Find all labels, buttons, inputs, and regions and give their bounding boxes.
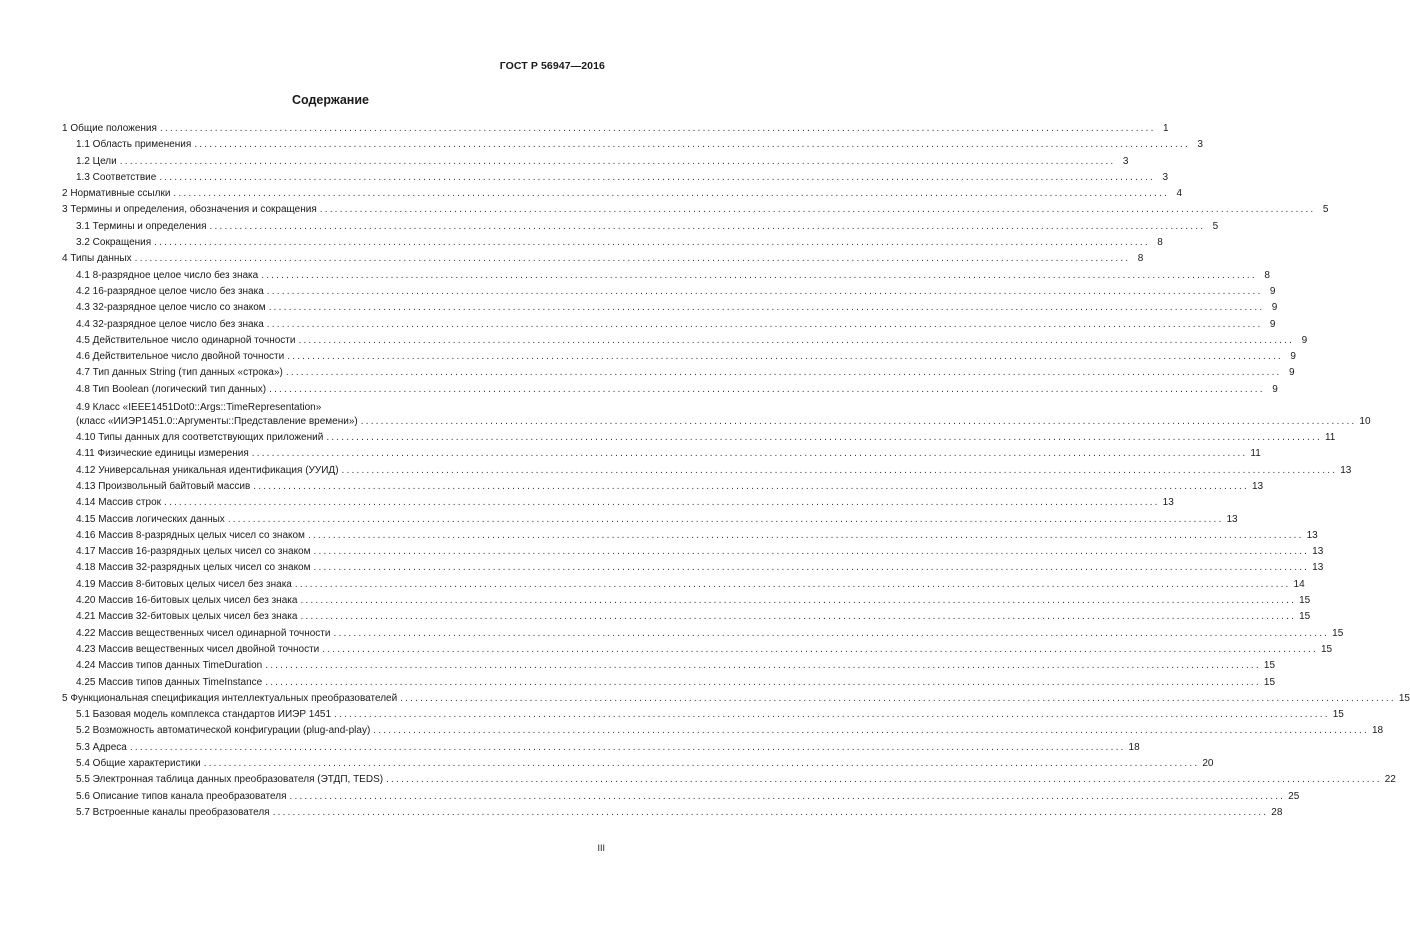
toc-entry[interactable] bbox=[62, 495, 1174, 511]
toc-entry[interactable] bbox=[62, 235, 1163, 251]
toc-entry-label: 1.2 Цели bbox=[76, 155, 117, 167]
toc-entry-label: 4.18 Массив 32-разрядных целых чисел со знаком bbox=[76, 562, 311, 574]
toc-leader-dots: ........................................................................................................................................................................................................ bbox=[129, 741, 1126, 753]
toc-entry-page: 8 bbox=[1157, 237, 1163, 249]
toc-entry-page: 15 bbox=[1263, 676, 1276, 688]
toc-entry[interactable] bbox=[62, 251, 1144, 267]
toc-entry[interactable] bbox=[62, 658, 1276, 674]
toc-entry[interactable] bbox=[62, 365, 1295, 381]
toc-entry[interactable] bbox=[62, 121, 1169, 137]
toc-leader-dots: ........................................................................................................................................................................................................ bbox=[300, 595, 1297, 607]
toc-entry[interactable] bbox=[62, 544, 1324, 560]
toc-leader-dots: ........................................................................................................................................................................................................ bbox=[289, 790, 1286, 802]
toc-entry[interactable] bbox=[62, 284, 1276, 300]
toc-entry-page: 13 bbox=[1312, 546, 1324, 558]
toc-entry-page: 13 bbox=[1312, 562, 1324, 574]
toc-entry[interactable] bbox=[62, 740, 1140, 756]
toc-leader-dots: ........................................................................................................................................................................................................ bbox=[285, 367, 1282, 379]
toc-entry-page: 13 bbox=[1226, 513, 1238, 525]
toc-entry-page: 13 bbox=[1162, 497, 1174, 509]
toc-entry[interactable] bbox=[62, 333, 1308, 349]
toc-leader-dots: ........................................................................................................................................................................................................ bbox=[203, 757, 1200, 769]
toc-entry-page: 3 bbox=[1162, 171, 1168, 183]
toc-leader-dots: ........................................................................................................................................................................................................ bbox=[159, 123, 1156, 134]
toc-entry-label: 5.5 Электронная таблица данных преобразователя (ЭТДП, TEDS) bbox=[76, 774, 384, 786]
toc-leader-dots: ........................................................................................................................................................................................................ bbox=[134, 253, 1131, 265]
table-of-contents bbox=[62, 121, 1410, 821]
toc-entry-label: 4.12 Универсальная уникальная идентификация (УУИД) bbox=[76, 464, 339, 476]
toc-entry-page: 22 bbox=[1384, 774, 1396, 786]
toc-leader-dots: ........................................................................................................................................................................................................ bbox=[173, 188, 1170, 200]
toc-entry-label: 4.15 Массив логических данных bbox=[76, 513, 225, 525]
toc-entry[interactable] bbox=[62, 446, 1261, 462]
toc-leader-dots: ........................................................................................................................................................................................................ bbox=[313, 546, 1310, 558]
toc-entry-page: 13 bbox=[1340, 464, 1352, 476]
toc-leader-dots: ........................................................................................................................................................................................................ bbox=[251, 448, 1248, 460]
toc-entry-page: 4 bbox=[1176, 188, 1183, 200]
toc-entry-label: 4.6 Действительное число двойной точности bbox=[76, 351, 285, 363]
toc-entry-label: 5.3 Адреса bbox=[76, 741, 127, 753]
toc-leader-dots: ........................................................................................................................................................................................................ bbox=[119, 155, 1116, 167]
toc-entry-label: 4.5 Действительное число одинарной точности bbox=[76, 334, 296, 346]
document-id: ГОСТ Р 56947—2016 bbox=[499, 60, 605, 72]
toc-entry-label: 5 Функциональная спецификация интеллектуальных преобразователей bbox=[62, 692, 398, 704]
toc-leader-dots: ........................................................................................................................................................................................................ bbox=[313, 562, 1310, 574]
toc-entry-page: 8 bbox=[1264, 269, 1270, 281]
toc-entry-label: 4.1 8-разрядное целое число без знака bbox=[76, 269, 259, 281]
toc-entry[interactable] bbox=[62, 349, 1296, 365]
toc-entry-label: 4.14 Массив строк bbox=[76, 497, 161, 509]
toc-leader-dots: ........................................................................................................................................................................................................ bbox=[266, 285, 1263, 297]
toc-entry-page: 25 bbox=[1288, 790, 1300, 802]
toc-entry-page: 15 bbox=[1299, 595, 1311, 607]
toc-entry-label: 2 Нормативные ссылки bbox=[62, 188, 171, 200]
toc-entry[interactable] bbox=[62, 512, 1238, 528]
toc-entry[interactable] bbox=[62, 137, 1203, 153]
toc-leader-dots: ........................................................................................................................................................................................................ bbox=[400, 692, 1396, 704]
toc-entry[interactable] bbox=[62, 382, 1278, 398]
toc-entry-page: 9 bbox=[1272, 383, 1278, 395]
toc-leader-dots: ........................................................................................................................................................................................................ bbox=[227, 513, 1224, 525]
toc-entry-label: 4.3 32-разрядное целое число со знаком bbox=[76, 302, 266, 314]
toc-entry-page: 18 bbox=[1371, 725, 1384, 737]
toc-entry-page: 5 bbox=[1212, 220, 1219, 232]
toc-entry-label: 3 Термины и определения, обозначения и сокращения bbox=[62, 204, 317, 216]
toc-entry-page: 15 bbox=[1320, 643, 1333, 655]
toc-entry[interactable] bbox=[62, 789, 1300, 805]
toc-leader-dots: ........................................................................................................................................................................................................ bbox=[360, 416, 1357, 428]
toc-leader-dots: ........................................................................................................................................................................................................ bbox=[265, 676, 1261, 688]
toc-entry-page: 10 bbox=[1359, 416, 1371, 428]
toc-leader-dots: ........................................................................................................................................................................................................ bbox=[159, 171, 1155, 183]
toc-entry[interactable] bbox=[62, 560, 1324, 576]
toc-leader-dots: ........................................................................................................................................................................................................ bbox=[287, 351, 1283, 363]
toc-entry-page: 1 bbox=[1163, 123, 1169, 134]
toc-leader-dots: ........................................................................................................................................................................................................ bbox=[261, 269, 1257, 281]
toc-entry-label: 5.6 Описание типов канала преобразователя bbox=[76, 790, 287, 802]
toc-entry[interactable] bbox=[62, 609, 1311, 625]
toc-leader-dots: ........................................................................................................................................................................................................ bbox=[253, 480, 1249, 492]
toc-leader-dots: ........................................................................................................................................................................................................ bbox=[322, 643, 1318, 655]
toc-entry-label: 1.1 Область применения bbox=[76, 139, 192, 151]
toc-entry-label: 4.19 Массив 8-битовых целых чисел без знака bbox=[76, 578, 292, 590]
page-number: III bbox=[597, 843, 605, 853]
toc-entry[interactable] bbox=[62, 805, 1283, 821]
toc-leader-dots: ........................................................................................................................................................................................................ bbox=[164, 497, 1160, 509]
toc-entry-label: 4.16 Массив 8-разрядных целых чисел со знаком bbox=[76, 529, 305, 541]
toc-entry-page: 9 bbox=[1269, 318, 1276, 330]
toc-entry-page: 5 bbox=[1322, 204, 1329, 216]
toc-entry-label: 4.10 Типы данных для соответствующих приложений bbox=[76, 432, 324, 444]
toc-entry-label-line1: 4.9 Класс «IEEE1451Dot0::Args::TimeRepresentation» bbox=[76, 402, 322, 414]
toc-leader-dots: ........................................................................................................................................................................................................ bbox=[194, 139, 1190, 151]
toc-entry[interactable] bbox=[62, 186, 1183, 202]
toc-leader-dots: ........................................................................................................................................................................................................ bbox=[333, 627, 1330, 639]
toc-entry[interactable] bbox=[62, 691, 1410, 707]
toc-entry-page: 18 bbox=[1128, 741, 1140, 753]
toc-entry-label: 4 Типы данных bbox=[62, 253, 132, 265]
toc-entry[interactable] bbox=[62, 479, 1264, 495]
toc-entry[interactable] bbox=[62, 430, 1336, 446]
toc-leader-dots: ........................................................................................................................................................................................................ bbox=[307, 529, 1304, 541]
toc-leader-dots: ........................................................................................................................................................................................................ bbox=[272, 806, 1269, 818]
toc-leader-dots: ........................................................................................................................................................................................................ bbox=[373, 725, 1369, 737]
toc-leader-dots: ........................................................................................................................................................................................................ bbox=[154, 237, 1150, 249]
toc-entry-label: 1 Общие положения bbox=[62, 123, 157, 134]
toc-entry-label: 1.3 Соответствие bbox=[76, 171, 157, 183]
toc-entry-label: 4.21 Массив 32-битовых целых чисел без знака bbox=[76, 611, 298, 623]
toc-entry-label: 3.1 Термины и определения bbox=[76, 220, 207, 232]
toc-entry-label: 4.4 32-разрядное целое число без знака bbox=[76, 318, 264, 330]
toc-entry-page: 3 bbox=[1197, 139, 1203, 151]
toc-entry-page: 9 bbox=[1290, 351, 1296, 363]
toc-leader-dots: ........................................................................................................................................................................................................ bbox=[386, 774, 1382, 786]
toc-entry-page: 15 bbox=[1332, 709, 1344, 721]
toc-entry-page: 15 bbox=[1263, 660, 1276, 672]
toc-leader-dots: ........................................................................................................................................................................................................ bbox=[265, 660, 1261, 672]
toc-entry-page: 15 bbox=[1299, 611, 1311, 623]
toc-leader-dots: ........................................................................................................................................................................................................ bbox=[269, 383, 1265, 395]
toc-entry-label: 4.8 Тип Boolean (логический тип данных) bbox=[76, 383, 267, 395]
toc-entry[interactable] bbox=[62, 300, 1278, 316]
toc-entry-label: 5.1 Базовая модель комплекса стандартов ИИЭР 1451 bbox=[76, 709, 332, 721]
toc-entry-page: 9 bbox=[1269, 285, 1276, 297]
page-title: Содержание bbox=[291, 93, 369, 107]
toc-entry-page: 20 bbox=[1202, 757, 1214, 769]
toc-entry-label: 4.24 Массив типов данных TimeDuration bbox=[76, 660, 263, 672]
toc-entry[interactable] bbox=[62, 154, 1129, 170]
toc-entry[interactable] bbox=[62, 756, 1214, 772]
toc-leader-dots: ........................................................................................................................................................................................................ bbox=[298, 334, 1295, 346]
toc-entry[interactable] bbox=[62, 202, 1329, 218]
toc-entry[interactable] bbox=[62, 707, 1344, 723]
toc-entry-page: 28 bbox=[1271, 806, 1283, 818]
toc-entry[interactable] bbox=[62, 675, 1276, 691]
toc-entry-page: 9 bbox=[1301, 334, 1308, 346]
toc-entry[interactable] bbox=[62, 463, 1352, 479]
toc-entry-page: 13 bbox=[1251, 480, 1264, 492]
toc-entry-page: 11 bbox=[1324, 432, 1336, 444]
toc-leader-dots: ........................................................................................................................................................................................................ bbox=[341, 464, 1338, 476]
toc-entry-label: 4.2 16-разрядное целое число без знака bbox=[76, 285, 264, 297]
toc-entry[interactable] bbox=[62, 170, 1168, 186]
toc-entry[interactable] bbox=[62, 772, 1396, 788]
toc-entry[interactable] bbox=[62, 398, 1371, 430]
toc-entry-page: 9 bbox=[1288, 367, 1295, 379]
toc-entry-label: 4.22 Массив вещественных чисел одинарной точности bbox=[76, 627, 331, 639]
toc-entry-page: 14 bbox=[1293, 578, 1305, 590]
toc-entry-label: 4.17 Массив 16-разрядных целых чисел со знаком bbox=[76, 546, 311, 558]
toc-entry-label: 5.4 Общие характеристики bbox=[76, 757, 201, 769]
toc-entry[interactable] bbox=[62, 626, 1344, 642]
toc-entry-page: 13 bbox=[1306, 529, 1318, 541]
toc-entry-page: 11 bbox=[1250, 448, 1261, 460]
toc-entry[interactable] bbox=[62, 528, 1318, 544]
toc-leader-dots: ........................................................................................................................................................................................................ bbox=[334, 709, 1330, 721]
toc-entry-page: 15 bbox=[1332, 627, 1344, 639]
toc-leader-dots: ........................................................................................................................................................................................................ bbox=[294, 578, 1291, 590]
toc-entry-label: 4.25 Массив типов данных TimeInstance bbox=[76, 676, 263, 688]
toc-entry-label-line2: (класс «ИИЭР1451.0::Аргументы::Представление времени») bbox=[76, 416, 358, 428]
toc-entry-page: 15 bbox=[1398, 692, 1410, 704]
toc-entry-label: 5.2 Возможность автоматической конфигурации (plug-and-play) bbox=[76, 725, 371, 737]
toc-entry-page: 9 bbox=[1271, 302, 1278, 314]
toc-entry[interactable] bbox=[62, 317, 1276, 333]
toc-leader-dots: ........................................................................................................................................................................................................ bbox=[326, 432, 1322, 444]
toc-leader-dots: ........................................................................................................................................................................................................ bbox=[300, 611, 1297, 623]
toc-entry[interactable] bbox=[62, 219, 1219, 235]
toc-entry-page: 3 bbox=[1122, 155, 1129, 167]
toc-leader-dots: ........................................................................................................................................................................................................ bbox=[268, 302, 1265, 314]
toc-leader-dots: ........................................................................................................................................................................................................ bbox=[266, 318, 1263, 330]
toc-entry-label: 4.7 Тип данных String (тип данных «строка») bbox=[76, 367, 283, 379]
toc-leader-dots: ........................................................................................................................................................................................................ bbox=[319, 204, 1316, 216]
toc-entry[interactable] bbox=[62, 642, 1333, 658]
toc-entry-page: 8 bbox=[1137, 253, 1144, 265]
toc-entry[interactable] bbox=[62, 593, 1311, 609]
toc-entry-label: 3.2 Сокращения bbox=[76, 237, 152, 249]
toc-entry[interactable] bbox=[62, 723, 1384, 739]
toc-entry-label: 4.13 Произвольный байтовый массив bbox=[76, 480, 251, 492]
toc-entry-label: 5.7 Встроенные каналы преобразователя bbox=[76, 806, 270, 818]
toc-entry[interactable] bbox=[62, 577, 1305, 593]
toc-entry-label bbox=[76, 401, 358, 429]
toc-entry[interactable] bbox=[62, 268, 1270, 284]
toc-entry-label: 4.23 Массив вещественных чисел двойной точности bbox=[76, 643, 320, 655]
toc-entry-label: 4.20 Массив 16-битовых целых чисел без знака bbox=[76, 595, 298, 607]
toc-leader-dots: ........................................................................................................................................................................................................ bbox=[209, 220, 1206, 232]
toc-entry-label: 4.11 Физические единицы измерения bbox=[76, 448, 249, 460]
